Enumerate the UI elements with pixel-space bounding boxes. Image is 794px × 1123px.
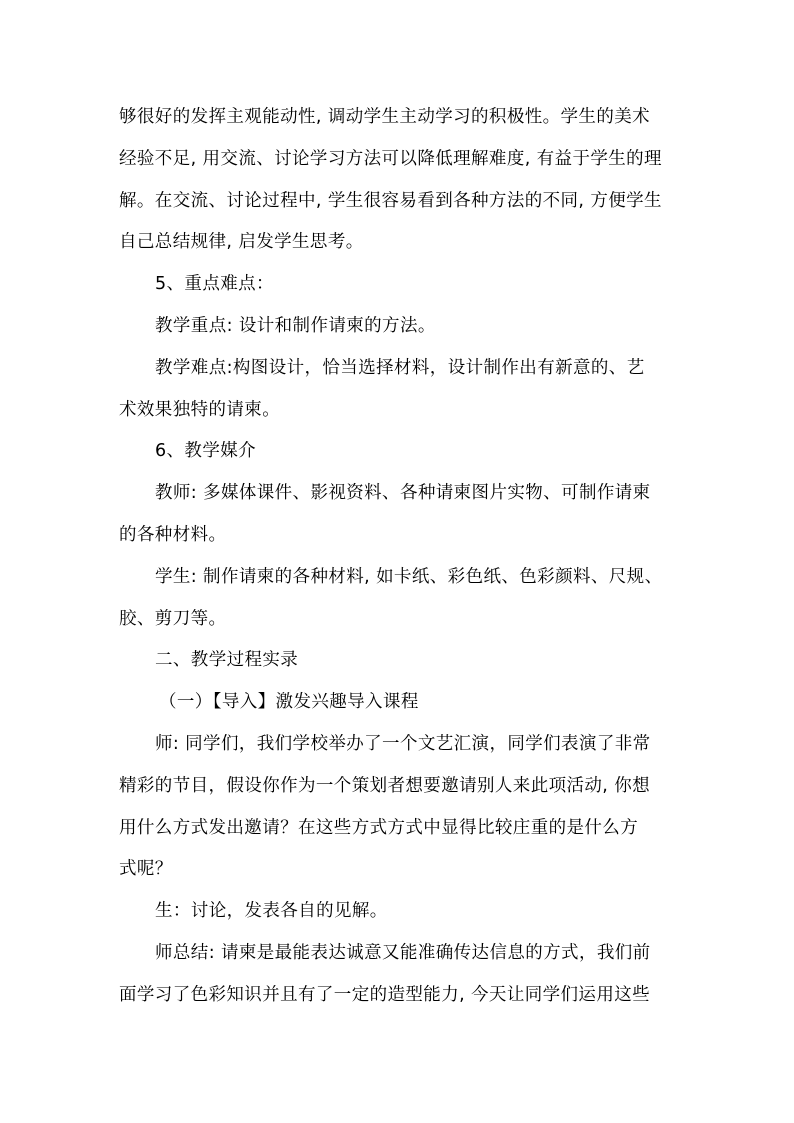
body-line: 教学难点:构图设计，恰当选择材料，设计制作出有新意的、艺 bbox=[155, 357, 645, 378]
section-heading: 6、教学媒介 bbox=[155, 441, 257, 462]
body-line: 师: 同学们，我们学校举办了一个文艺汇演，同学们表演了非常 bbox=[155, 733, 651, 754]
body-line: 精彩的节目，假设你作为一个策划者想要邀请别人来此项活动, 你想 bbox=[119, 775, 651, 796]
body-line: 式呢？ bbox=[119, 859, 173, 880]
body-line: 面学习了色彩知识并且有了一定的造型能力, 今天让同学们运用这些 bbox=[119, 984, 651, 1005]
body-line: 学生: 制作请柬的各种材料, 如卡纸、彩色纸、色彩颜料、尺规、 bbox=[155, 566, 663, 587]
body-line: 胶、剪刀等。 bbox=[119, 608, 227, 629]
body-line: 生：讨论，发表各自的见解。 bbox=[155, 901, 388, 922]
body-line: 术效果独特的请柬。 bbox=[119, 399, 281, 420]
body-line: 自己总结规律, 启发学生思考。 bbox=[119, 232, 364, 253]
body-line: 经验不足, 用交流、讨论学习方法可以降低理解难度, 有益于学生的理 bbox=[119, 148, 662, 169]
subsection-heading: （一）【导入】激发兴趣导入课程 bbox=[159, 692, 419, 713]
body-line: 解。在交流、讨论过程中, 学生很容易看到各种方法的不同, 方便学生 bbox=[119, 190, 662, 211]
document-body bbox=[119, 97, 679, 1017]
body-line: 的各种材料。 bbox=[119, 524, 227, 545]
body-line: 用什么方式发出邀请？在这些方式方式中显得比较庄重的是什么方 bbox=[119, 817, 639, 838]
body-line: 够很好的发挥主观能动性, 调动学生主动学习的积极性。学生的美术 bbox=[119, 107, 651, 127]
section-heading: 5、重点难点： bbox=[155, 274, 274, 295]
body-line: 教学重点: 设计和制作请柬的方法。 bbox=[155, 315, 436, 336]
body-line: 师总结: 请柬是最能表达诚意又能准确传达信息的方式，我们前 bbox=[155, 942, 651, 963]
section-heading: 二、教学过程实录 bbox=[155, 650, 299, 671]
body-line: 教师: 多媒体课件、影视资料、各种请柬图片实物、可制作请柬 bbox=[155, 483, 651, 504]
